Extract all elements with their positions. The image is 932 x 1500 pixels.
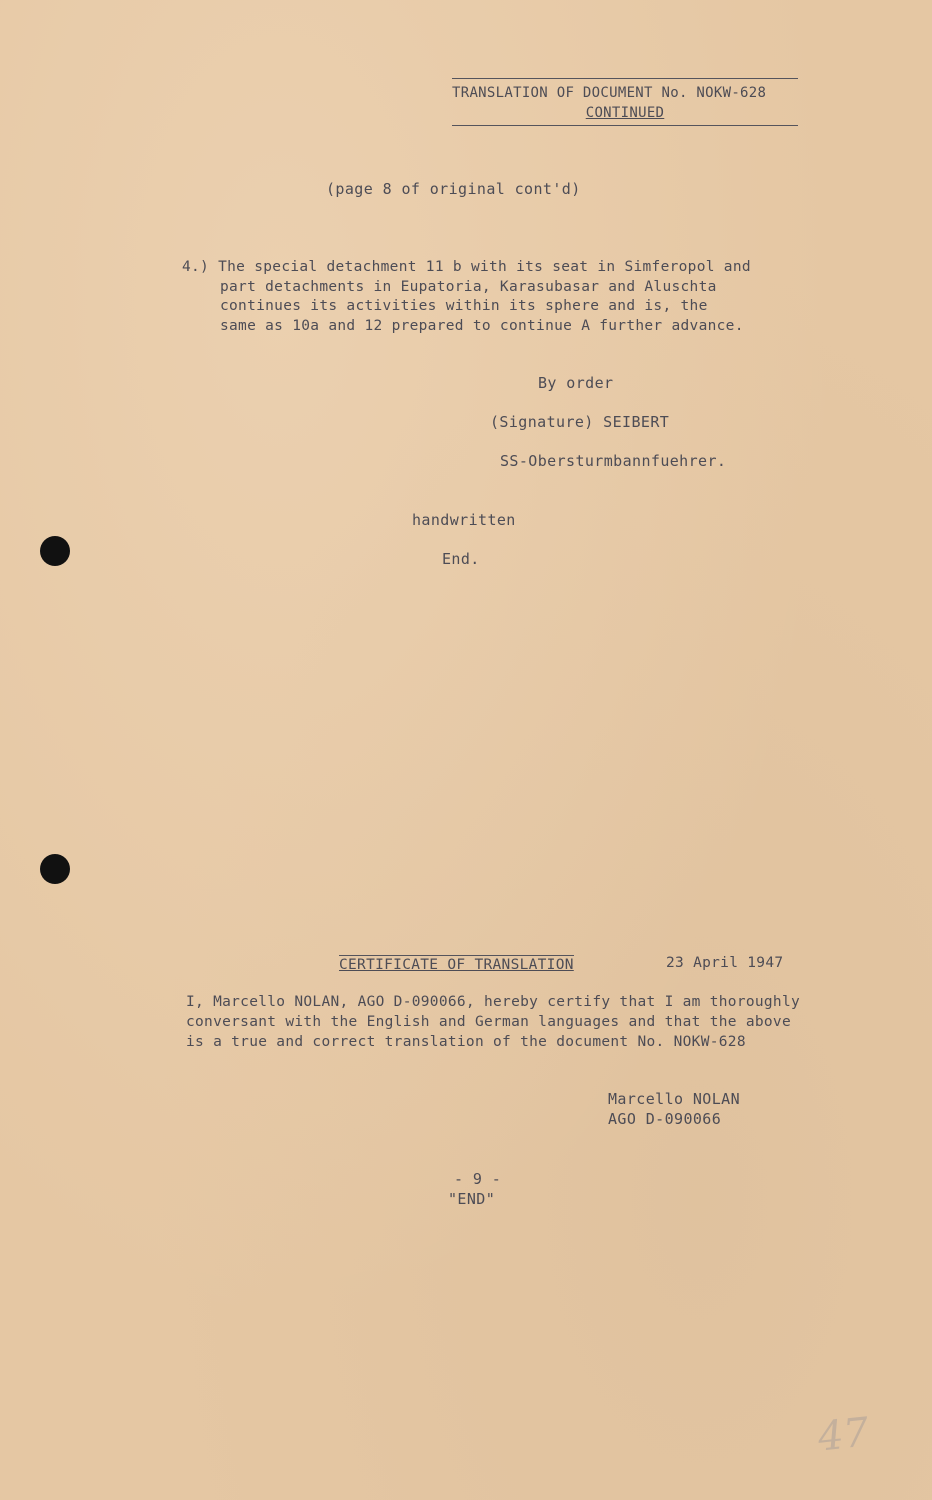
signer-rank: SS-Obersturmbannfuehrer.: [500, 452, 727, 470]
translator-id: AGO D-090066: [608, 1110, 722, 1128]
certificate-line: conversant with the English and German languages and that the above: [186, 1014, 791, 1030]
header-title: TRANSLATION OF DOCUMENT No. NOKW-628: [452, 85, 767, 101]
document-header: [452, 78, 798, 126]
paragraph-line: part detachments in Eupatoria, Karasubasar and Aluschta: [220, 278, 717, 295]
signature-line: (Signature) SEIBERT: [490, 413, 670, 431]
punch-hole: [40, 536, 70, 566]
main-paragraph: [182, 258, 802, 336]
certificate-date: 23 April 1947: [666, 955, 784, 971]
punch-hole: [40, 854, 70, 884]
header-continued: CONTINUED: [585, 105, 665, 121]
certificate-line: is a true and correct translation of the document No. NOKW-628: [186, 1034, 746, 1050]
paragraph-line: same as 10a and 12 prepared to continue A further advance.: [220, 317, 744, 334]
page-reference: (page 8 of original cont'd): [326, 180, 581, 198]
paragraph-line: 4.) The special detachment 11 b with its seat in Simferopol and: [182, 259, 751, 275]
end-mark: "END": [448, 1190, 496, 1208]
certificate-title: CERTIFICATE OF TRANSLATION: [339, 957, 574, 973]
certificate-body: [186, 992, 866, 1052]
translator-name: Marcello NOLAN: [608, 1090, 741, 1108]
by-order: By order: [538, 374, 614, 392]
handwritten-page-number: 47: [815, 1409, 872, 1461]
page-number: - 9 -: [454, 1170, 502, 1188]
paragraph-line: continues its activities within its sphere and is, the: [220, 298, 708, 314]
end-note: End.: [442, 550, 480, 568]
certificate-line: I, Marcello NOLAN, AGO D-090066, hereby certify that I am thoroughly: [186, 994, 801, 1010]
handwritten-note: handwritten: [412, 511, 516, 529]
